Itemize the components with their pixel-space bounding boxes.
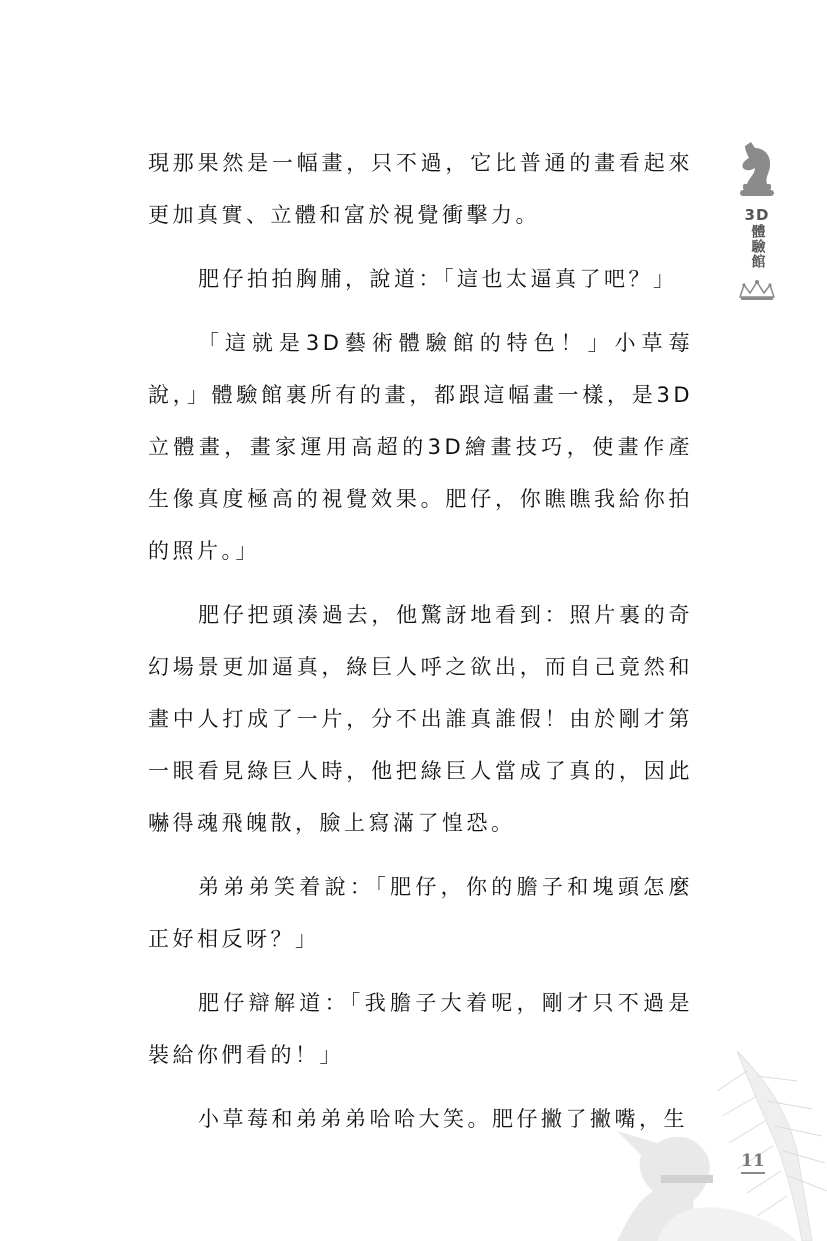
body-text	[148, 137, 693, 1157]
paragraph-5: 弟弟弟笑着說：「肥仔，你的膽子和塊頭怎麼正好相反呀？」	[148, 875, 693, 951]
unicorn-feather-decoration	[597, 1051, 827, 1241]
page-number: 11	[741, 1151, 765, 1174]
side-label-title: 體驗館	[749, 224, 766, 269]
side-label-prefix: 3D	[744, 206, 770, 224]
chess-knight-icon	[737, 140, 777, 198]
paragraph-3: 「這就是3D藝術體驗館的特色！」小草莓說，」體驗館裏所有的畫，都跟這幅畫一樣，是3D立體畫，畫家運用高超的3D繪畫技巧，使畫作產生像真度極高的視覺效果。肥仔，你瞧瞧我給你拍的照片。」	[148, 331, 693, 563]
paragraph-4: 肥仔把頭湊過去，他驚訝地看到：照片裏的奇幻場景更加逼真，綠巨人呼之欲出，而自己竟然和畫中人打成了一片，分不出誰真誰假！由於剛才第一眼看見綠巨人時，他把綠巨人當成了真的，因此嚇得魂飛魄散，臉上寫滿了惶恐。	[148, 603, 693, 835]
paragraph-7: 小草莓和弟弟弟哈哈大笑。肥仔撇了撇嘴，生	[198, 1107, 688, 1131]
crown-icon	[738, 279, 776, 301]
chapter-side-label	[735, 140, 779, 301]
paragraph-6: 肥仔辯解道：「我膽子大着呢，剛才只不過是裝給你們看的！」	[148, 991, 693, 1067]
paragraph-2: 肥仔拍拍胸脯，說道：「這也太逼真了吧？」	[198, 267, 678, 291]
paragraph-1: 現那果然是一幅畫，只不過，它比普通的畫看起來更加真實、立體和富於視覺衝擊力。	[148, 151, 693, 227]
